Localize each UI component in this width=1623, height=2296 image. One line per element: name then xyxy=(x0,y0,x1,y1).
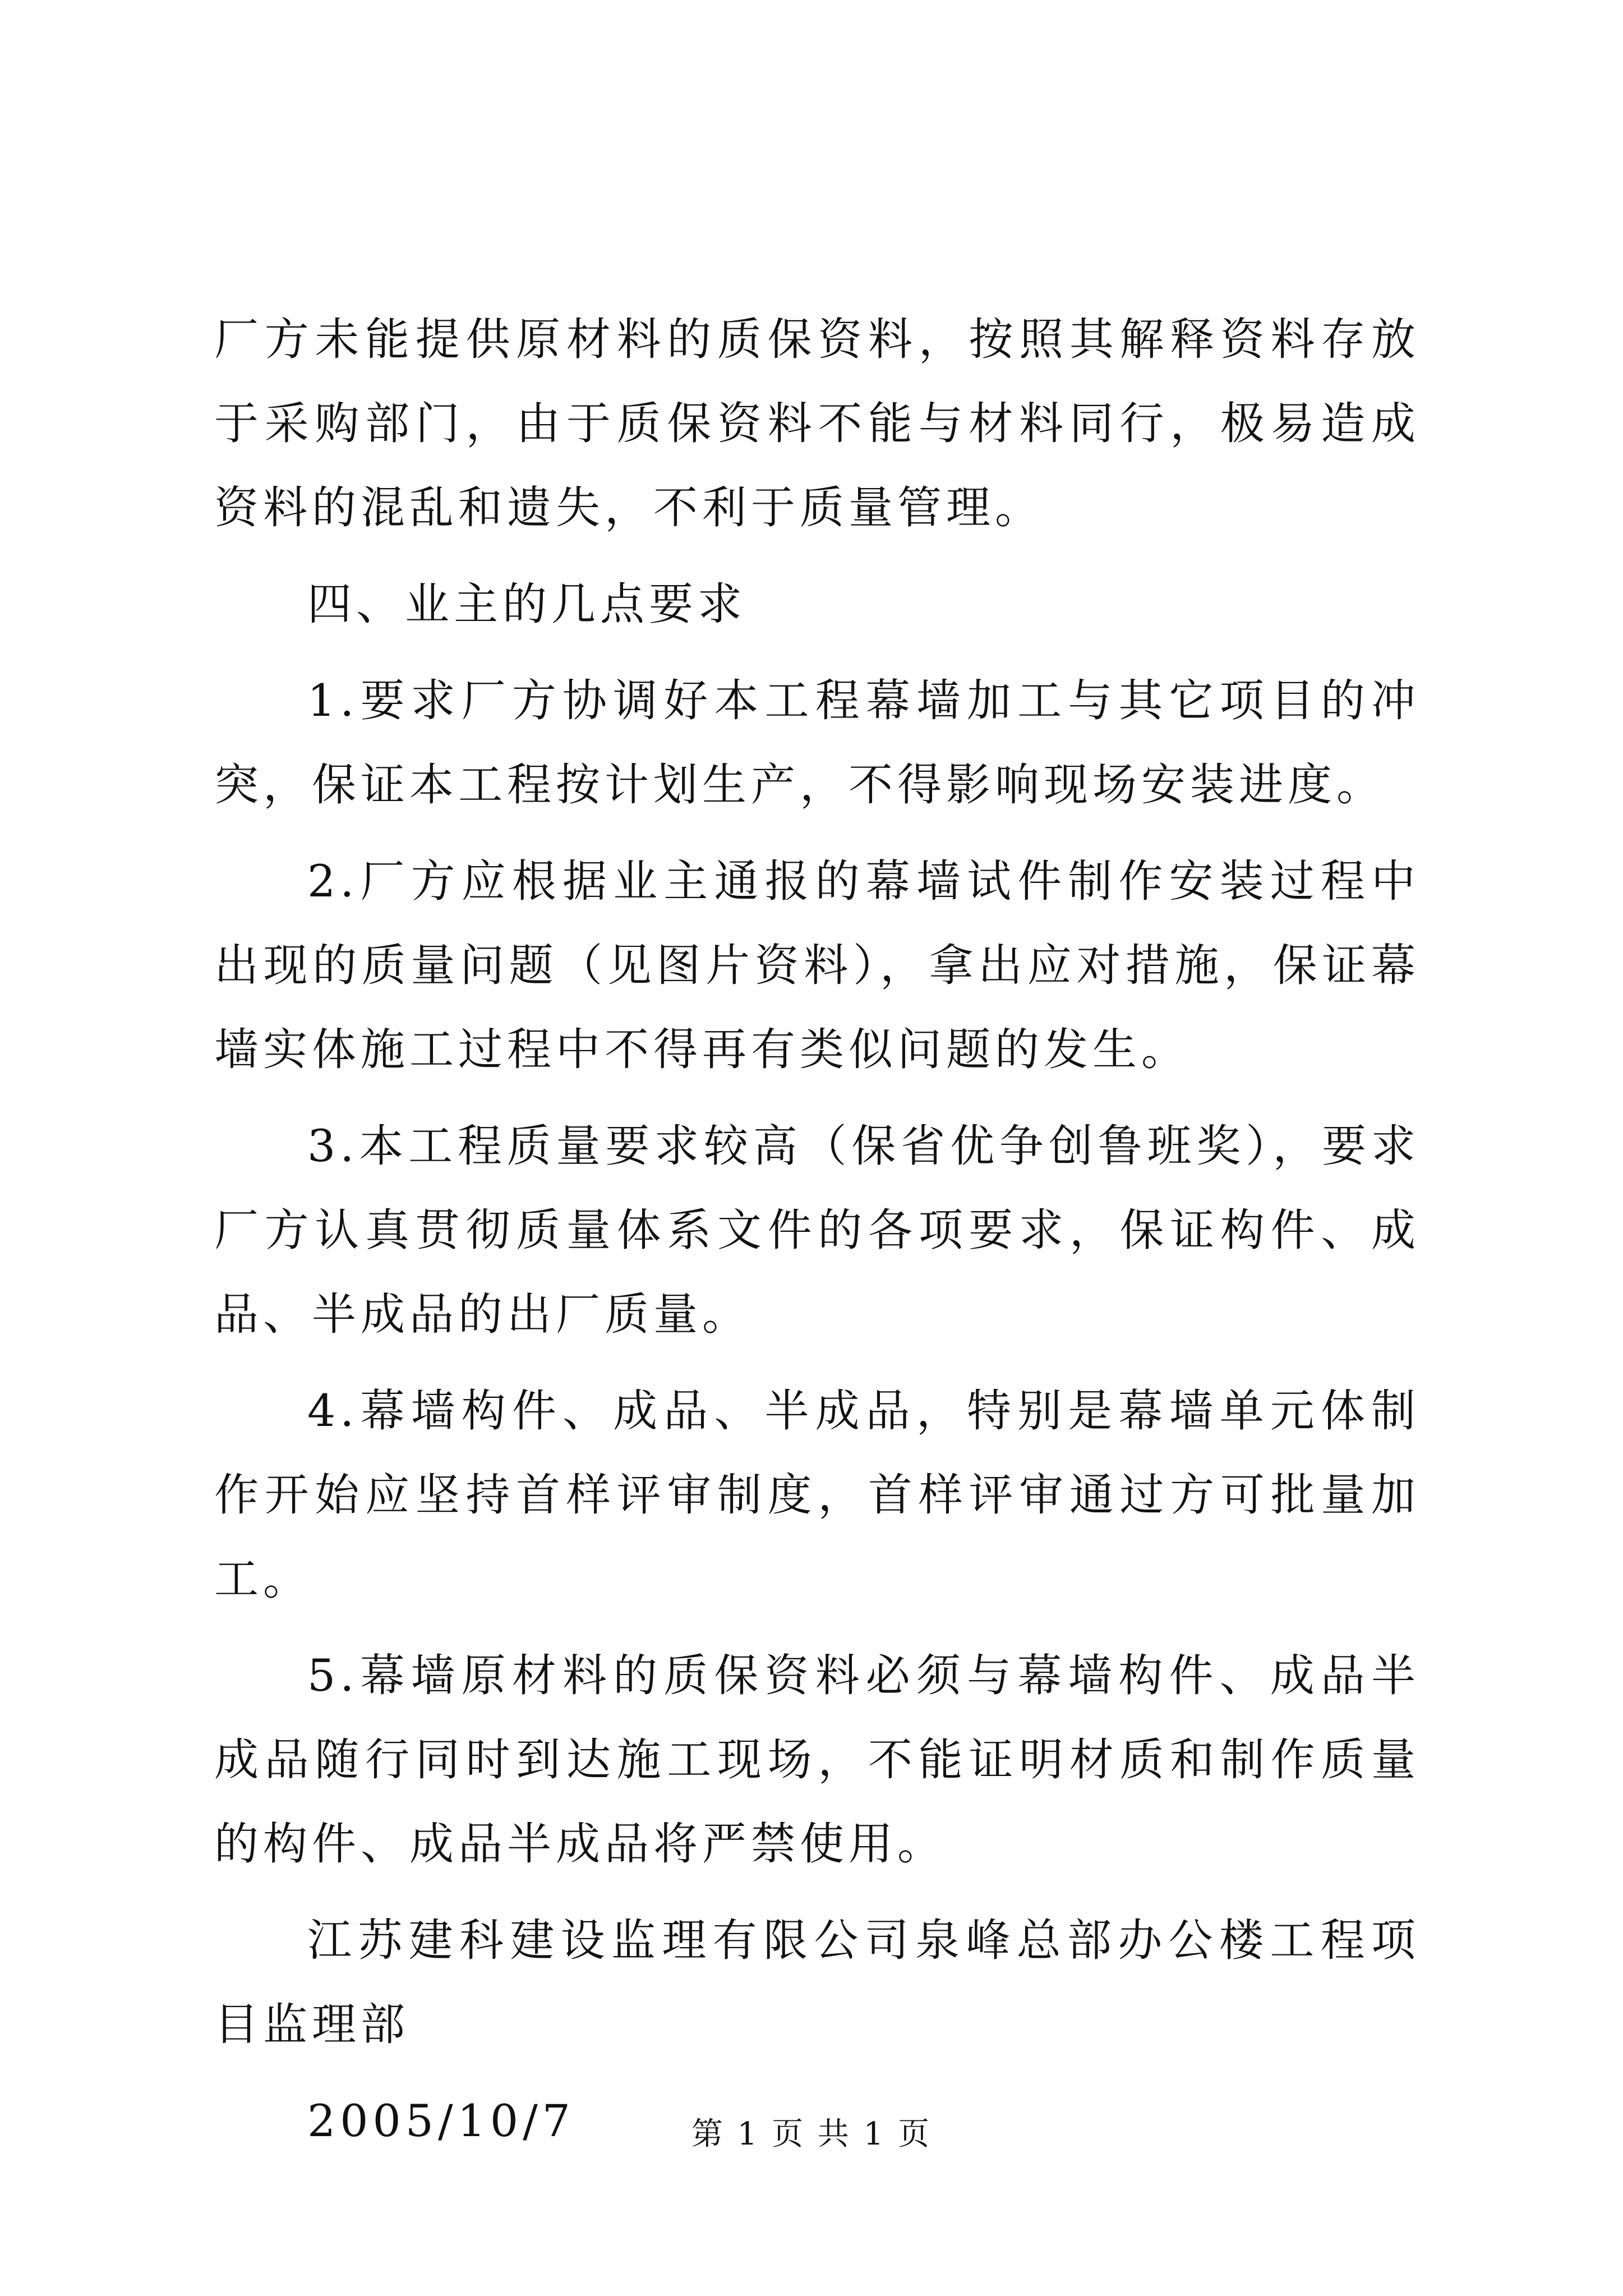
signature-organization: 江苏建科建设监理有限公司泉峰总部办公楼工程项目监理部 xyxy=(214,1915,1420,2050)
requirement-item-3: 3.本工程质量要求较高（保省优争创鲁班奖），要求厂方认真贯彻质量体系文件的各项要求，保证构件、成品、半成品的出厂质量。 xyxy=(214,1120,1420,1340)
requirement-item-5: 5.幕墙原材料的质保资料必须与幕墙构件、成品半成品随行同时到达施工现场，不能证明材质和制作质量的构件、成品半成品将严禁使用。 xyxy=(214,1650,1420,1870)
document-body xyxy=(214,297,1420,2163)
page-number-footer: 第 1 页 共 1 页 xyxy=(691,2116,932,2152)
requirement-item-2: 2.厂方应根据业主通报的幕墙试件制作安装过程中出现的质量问题（见图片资料），拿出应对措施，保证幕墙实体施工过程中不得再有类似问题的发生。 xyxy=(214,855,1420,1075)
paragraph-material-issue: 厂方未能提供原材料的质保资料，按照其解释资料存放于采购部门，由于质保资料不能与材料同行，极易造成资料的混乱和遗失，不利于质量管理。 xyxy=(214,314,1420,533)
signature-date: 2005/10/7 xyxy=(307,2095,575,2147)
section-heading-owner-requirements: 四、业主的几点要求 xyxy=(307,578,746,630)
requirement-item-1: 1.要求厂方协调好本工程幕墙加工与其它项目的冲突，保证本工程按计划生产，不得影响现场安装进度。 xyxy=(214,675,1420,811)
requirement-item-4: 4.幕墙构件、成品、半成品，特别是幕墙单元体制作开始应坚持首样评审制度，首样评审通过方可批量加工。 xyxy=(214,1385,1420,1605)
